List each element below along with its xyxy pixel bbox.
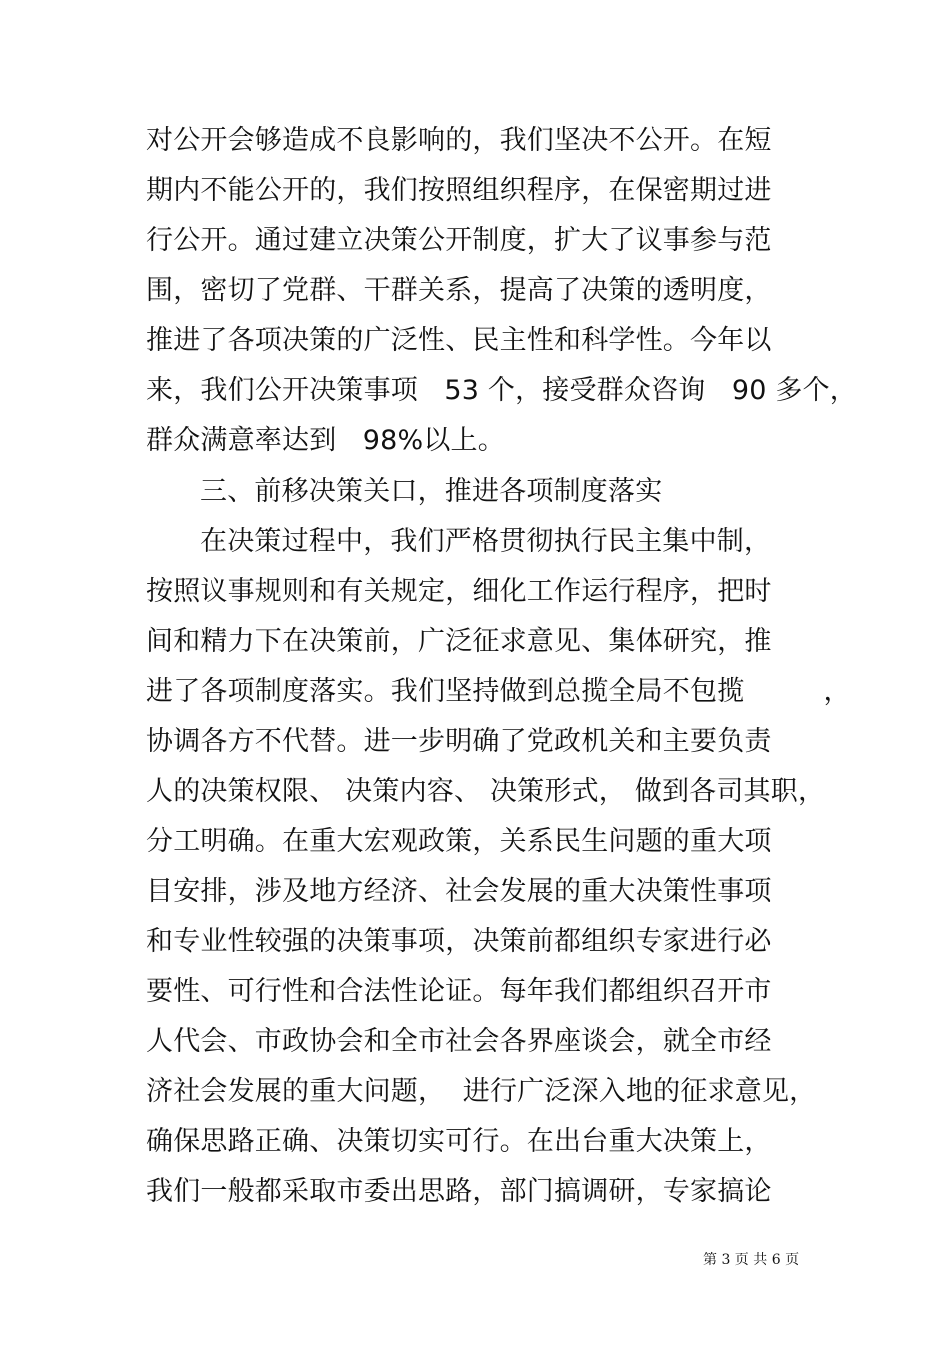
text-line-4: 围，密切了党群、干群关系，提高了决策的透明度， [146,275,772,306]
text-line-14: 人的决策权限、 决策内容、 决策形式， 做到各司其职， [146,776,826,807]
text-line-17: 和专业性较强的决策事项，决策前都组织专家进行必 [146,926,772,957]
text-line-21: 确保思路正确、决策切实可行。在出台重大决策上， [146,1126,772,1157]
text-line-11: 间和精力下在决策前，广泛征求意见、集体研究，推 [146,626,772,657]
text-line-15: 分工明确。在重大宏观政策，关系民生问题的重大项 [146,826,772,857]
text-line-19: 人代会、市政协会和全市社会各界座谈会，就全市经 [146,1026,772,1057]
text-line-7: 群众满意率达到 98%以上。 [146,425,505,456]
text-line-6: 来，我们公开决策事项 53 个，接受群众咨询 90 多个， [146,375,857,406]
text-line-16: 目安排，涉及地方经济、社会发展的重大决策性事项 [146,876,772,907]
text-line-22: 我们一般都采取市委出思路，部门搞调研，专家搞论 [146,1176,772,1207]
text-line-9: 在决策过程中，我们严格贯彻执行民主集中制， [200,526,772,557]
text-line-12: 进了各项制度落实。我们坚持做到总揽全局不包揽 ， [146,676,851,707]
text-line-20: 济社会发展的重大问题， 进行广泛深入地的征求意见， [146,1076,817,1107]
text-line-2: 期内不能公开的，我们按照组织程序，在保密期过进 [146,175,772,206]
text-line-10: 按照议事规则和有关规定，细化工作运行程序，把时 [146,576,772,607]
text-line-18: 要性、可行性和合法性论证。每年我们都组织召开市 [146,976,772,1007]
page-number: 第 3 页 共 6 页 [703,1252,800,1268]
section-heading: 三、前移决策关口，推进各项制度落实 [200,476,663,507]
text-line-1: 对公开会够造成不良影响的，我们坚决不公开。在短 [146,125,772,156]
text-line-5: 推进了各项决策的广泛性、民主性和科学性。今年以 [146,325,772,356]
text-line-3: 行公开。通过建立决策公开制度，扩大了议事参与范 [146,225,772,256]
text-line-13: 协调各方不代替。进一步明确了党政机关和主要负责 [146,726,772,757]
